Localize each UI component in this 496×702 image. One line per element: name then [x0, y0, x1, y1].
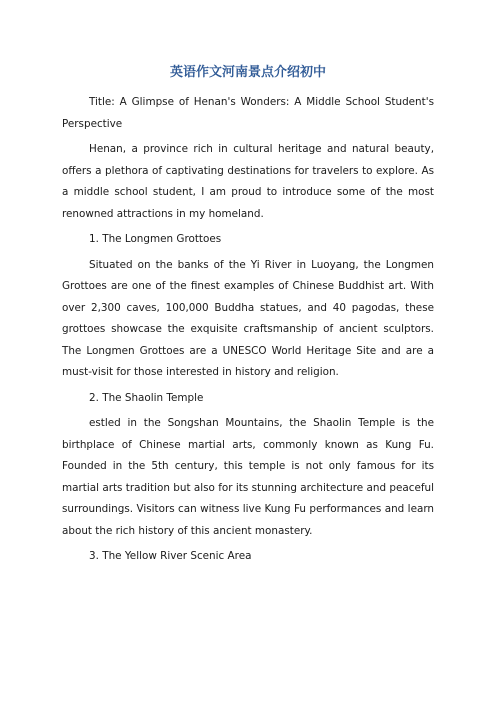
section-body-longmen: Situated on the banks of the Yi River in Luoyang, the Longmen Grottoes are one of the finest examples of Chinese Buddhist art. With over 2,300 caves, 100,000 Buddha statues, and 40 pagodas, these grottoes showcase the exquisite craftsmanship of ancient sculptors. The Longmen Grottoes are a UNESCO World Heritage Site and are a must-visit for those interested in history and religion.	[62, 258, 434, 378]
section-heading-yellow-river: 3. The Yellow River Scenic Area	[89, 550, 252, 562]
section-heading-shaolin: 2. The Shaolin Temple	[89, 391, 204, 404]
intro-paragraph: Henan, a province rich in cultural heritage and natural beauty, offers a plethora of captivating destinations for travelers to explore. As a middle school student, I am proud to introduce some of the most renowned attractions in my homeland.	[62, 143, 434, 220]
section-body-shaolin: estled in the Songshan Mountains, the Shaolin Temple is the birthplace of Chinese martial arts, commonly known as Kung Fu. Founded in the 5th century, this temple is not only famous for its martial arts tradition but also for its stunning architecture and peaceful surroundings. Visitors can witness live Kung Fu performances and learn about the rich history of this ancient monastery.	[62, 417, 434, 537]
section-heading-longmen: 1. The Longmen Grottoes	[89, 233, 222, 245]
essay-title-line: Title: A Glimpse of Henan's Wonders: A Middle School Student's Perspective	[62, 96, 434, 130]
document-title: 英语作文河南景点介绍初中	[169, 65, 326, 80]
